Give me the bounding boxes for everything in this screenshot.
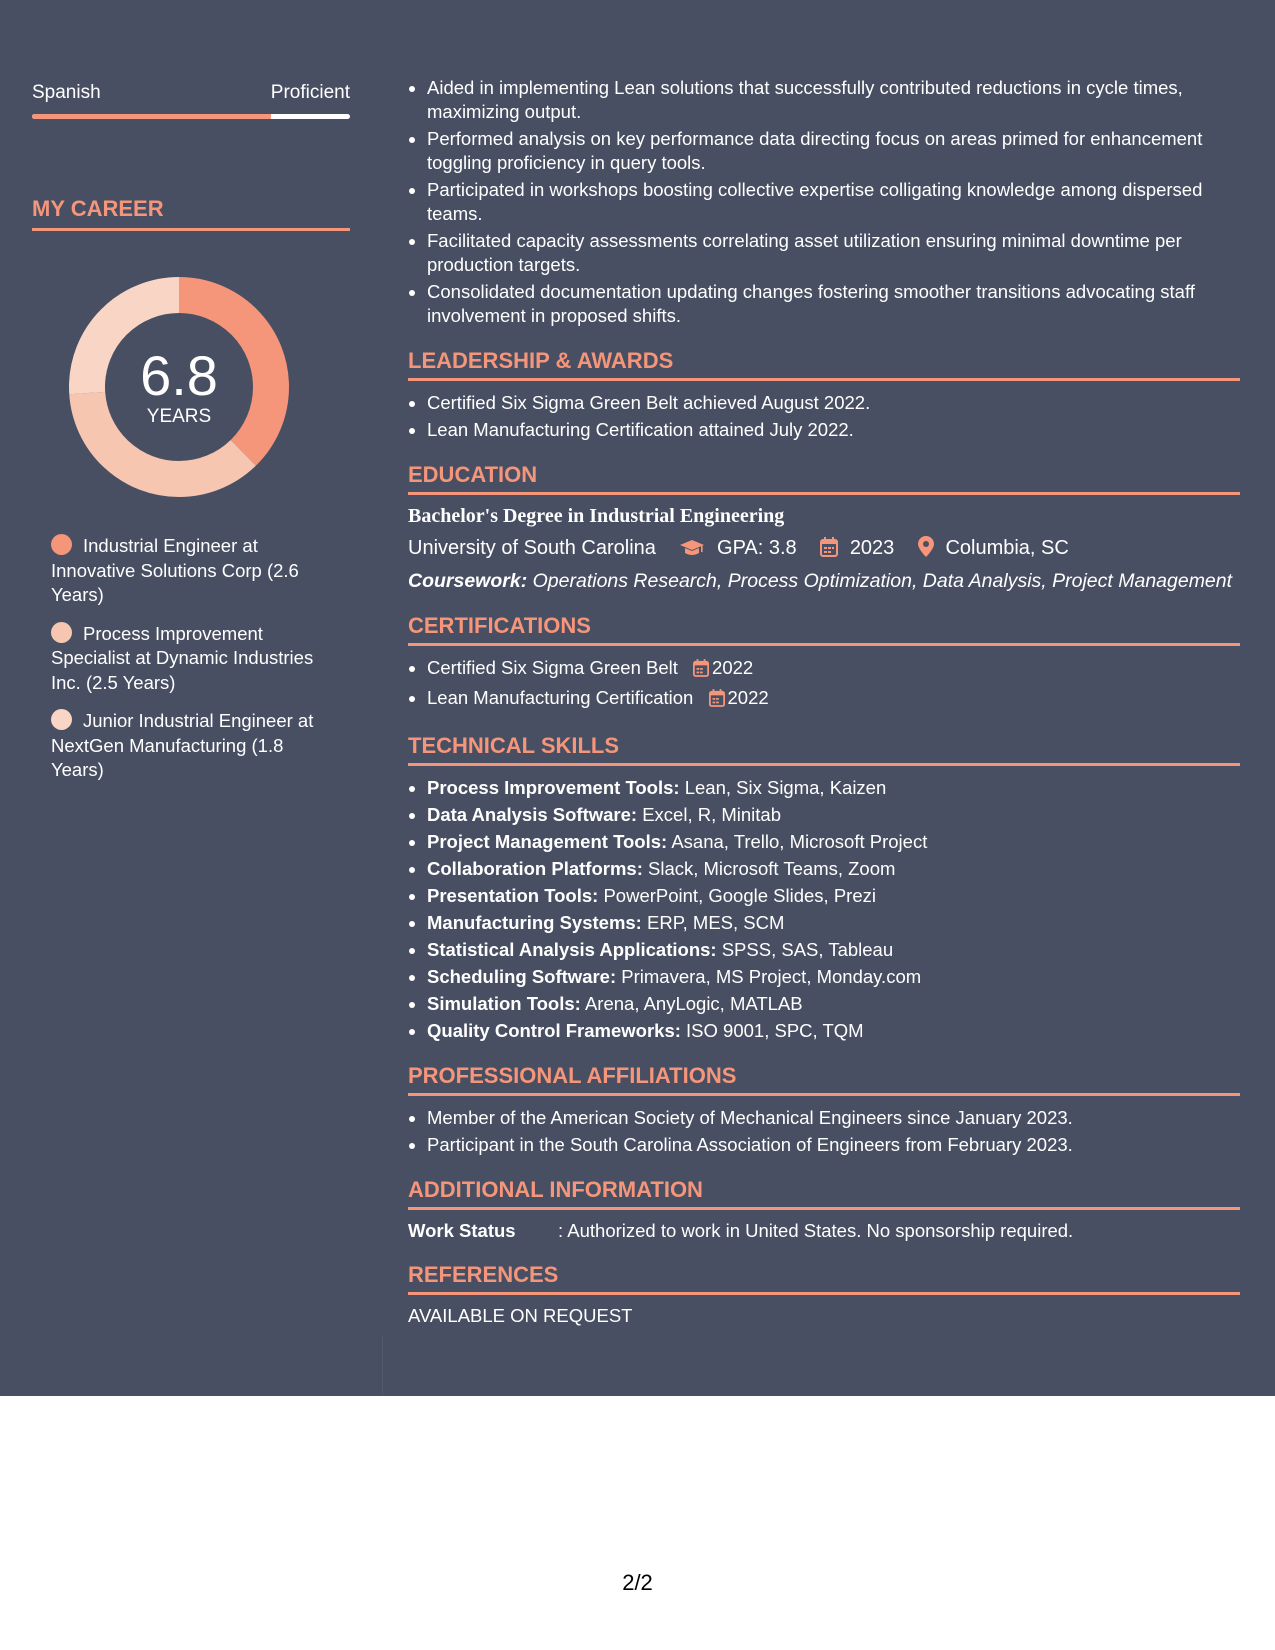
education-heading: EDUCATION bbox=[408, 462, 1240, 495]
legend-dot bbox=[51, 622, 72, 643]
experience-bullet: • Consolidated documentation updating changes fostering smoother transitions advocating staff involvement in proposed shifts. bbox=[427, 280, 1240, 328]
career-item-text: Process Improvement Specialist at Dynamic Industries Inc. (2.5 Years) bbox=[51, 622, 314, 693]
education-details bbox=[408, 534, 1240, 565]
references-text: AVAILABLE ON REQUEST bbox=[408, 1305, 633, 1326]
skill-item bbox=[427, 1019, 1240, 1043]
coursework-list: Operations Research, Process Optimization, Data Analysis, Project Management bbox=[532, 570, 1233, 592]
certification-name: Certified Six Sigma Green Belt bbox=[427, 657, 678, 678]
certifications-heading: CERTIFICATIONS bbox=[408, 613, 1240, 646]
language-proficiency-bar bbox=[32, 114, 350, 119]
certification-item bbox=[427, 686, 1240, 713]
years-label: YEARS bbox=[146, 406, 212, 427]
work-status-value: : Authorized to work in United States. No sponsorship required. bbox=[558, 1220, 1074, 1241]
calendar-icon bbox=[820, 537, 838, 565]
language-name: Spanish bbox=[32, 82, 101, 103]
career-item bbox=[51, 622, 331, 696]
education-coursework bbox=[408, 569, 1240, 593]
skill-label: Process Improvement Tools: bbox=[427, 777, 680, 798]
skill-item bbox=[427, 938, 1240, 962]
experience-bullet: • Performed analysis on key performance data directing focus on areas primed for enhancement toggling proficiency in query tools. bbox=[427, 127, 1240, 175]
career-heading: MY CAREER bbox=[32, 196, 350, 231]
column-divider bbox=[382, 1335, 383, 1395]
language-proficiency-fill bbox=[32, 114, 271, 119]
affiliations-heading: PROFESSIONAL AFFILIATIONS bbox=[408, 1063, 1240, 1096]
language-row bbox=[32, 82, 350, 104]
education-school: University of South Carolina bbox=[408, 537, 656, 559]
skill-value: Slack, Microsoft Teams, Zoom bbox=[648, 858, 896, 879]
certification-name: Lean Manufacturing Certification bbox=[427, 687, 694, 708]
skill-label: Simulation Tools: bbox=[427, 993, 581, 1014]
skill-label: Scheduling Software: bbox=[427, 966, 617, 987]
skill-value: SPSS, SAS, Tableau bbox=[721, 939, 894, 960]
leadership-list bbox=[408, 391, 1240, 442]
skill-item bbox=[427, 884, 1240, 908]
skill-item bbox=[427, 992, 1240, 1016]
certification-item bbox=[427, 656, 1240, 683]
skills-heading: TECHNICAL SKILLS bbox=[408, 733, 1240, 766]
career-list bbox=[51, 534, 331, 797]
skill-item bbox=[427, 803, 1240, 827]
page-number: 2/2 bbox=[622, 1570, 653, 1595]
graduation-cap-icon bbox=[679, 537, 705, 565]
career-item bbox=[51, 709, 331, 783]
education-location: Columbia, SC bbox=[945, 537, 1069, 559]
certification-year: 2022 bbox=[712, 657, 754, 678]
education-gpa: GPA: 3.8 bbox=[717, 537, 797, 559]
affiliations-list bbox=[408, 1106, 1240, 1157]
main-column bbox=[408, 76, 1240, 1327]
calendar-icon bbox=[709, 689, 725, 713]
education-degree: Bachelor's Degree in Industrial Engineering bbox=[408, 505, 785, 527]
skill-value: Lean, Six Sigma, Kaizen bbox=[684, 777, 887, 798]
location-pin-icon bbox=[918, 536, 934, 565]
affiliation-item: • Participant in the South Carolina Association of Engineers from February 2023. bbox=[427, 1133, 1240, 1157]
experience-bullet: • Participated in workshops boosting collective expertise colligating knowledge among dispersed teams. bbox=[427, 178, 1240, 226]
education-year: 2023 bbox=[849, 537, 895, 559]
skill-value: Arena, AnyLogic, MATLAB bbox=[584, 993, 803, 1014]
language-level: Proficient bbox=[270, 82, 350, 103]
skill-value: Asana, Trello, Microsoft Project bbox=[671, 831, 928, 852]
additional-info-heading: ADDITIONAL INFORMATION bbox=[408, 1177, 1240, 1210]
legend-dot bbox=[51, 709, 72, 730]
career-item-text: Industrial Engineer at Innovative Solutions Corp (2.6 Years) bbox=[51, 535, 299, 605]
coursework-label: Coursework: bbox=[408, 570, 528, 592]
skill-value: Primavera, MS Project, Monday.com bbox=[621, 966, 922, 987]
leadership-item: • Certified Six Sigma Green Belt achieved August 2022. bbox=[427, 391, 1240, 415]
experience-bullet: • Facilitated capacity assessments correlating asset utilization ensuring minimal downtime per production targets. bbox=[427, 229, 1240, 277]
skills-list bbox=[408, 776, 1240, 1043]
experience-bullets bbox=[408, 76, 1240, 328]
career-item-text: Junior Industrial Engineer at NextGen Manufacturing (1.8 Years) bbox=[51, 710, 314, 780]
certification-year: 2022 bbox=[727, 687, 769, 708]
skill-label: Collaboration Platforms: bbox=[427, 858, 643, 879]
career-item bbox=[51, 534, 331, 608]
references-heading: REFERENCES bbox=[408, 1262, 1240, 1295]
affiliation-item: • Member of the American Society of Mechanical Engineers since January 2023. bbox=[427, 1106, 1240, 1130]
career-donut-chart bbox=[66, 274, 292, 500]
skill-label: Presentation Tools: bbox=[427, 885, 599, 906]
skill-item bbox=[427, 911, 1240, 935]
work-status-row bbox=[408, 1220, 1240, 1242]
experience-bullet: • Aided in implementing Lean solutions that successfully contributed reductions in cycle times, maximizing output. bbox=[427, 76, 1240, 124]
donut-center bbox=[66, 344, 292, 428]
leadership-item: • Lean Manufacturing Certification attained July 2022. bbox=[427, 418, 1240, 442]
skill-label: Quality Control Frameworks: bbox=[427, 1020, 681, 1041]
legend-dot bbox=[51, 534, 72, 555]
skill-value: PowerPoint, Google Slides, Prezi bbox=[603, 885, 876, 906]
skill-item bbox=[427, 857, 1240, 881]
skill-value: ERP, MES, SCM bbox=[647, 912, 785, 933]
skill-item bbox=[427, 776, 1240, 800]
total-years: 6.8 bbox=[140, 344, 218, 407]
skill-value: Excel, R, Minitab bbox=[642, 804, 782, 825]
skill-item bbox=[427, 830, 1240, 854]
certifications-list bbox=[408, 656, 1240, 713]
work-status-label: Work Status bbox=[408, 1220, 516, 1241]
skill-item bbox=[427, 965, 1240, 989]
skill-label: Statistical Analysis Applications: bbox=[427, 939, 717, 960]
skill-label: Data Analysis Software: bbox=[427, 804, 638, 825]
skill-label: Manufacturing Systems: bbox=[427, 912, 642, 933]
calendar-icon bbox=[693, 659, 709, 683]
skill-value: ISO 9001, SPC, TQM bbox=[686, 1020, 864, 1041]
leadership-heading: LEADERSHIP & AWARDS bbox=[408, 348, 1240, 381]
skill-label: Project Management Tools: bbox=[427, 831, 668, 852]
